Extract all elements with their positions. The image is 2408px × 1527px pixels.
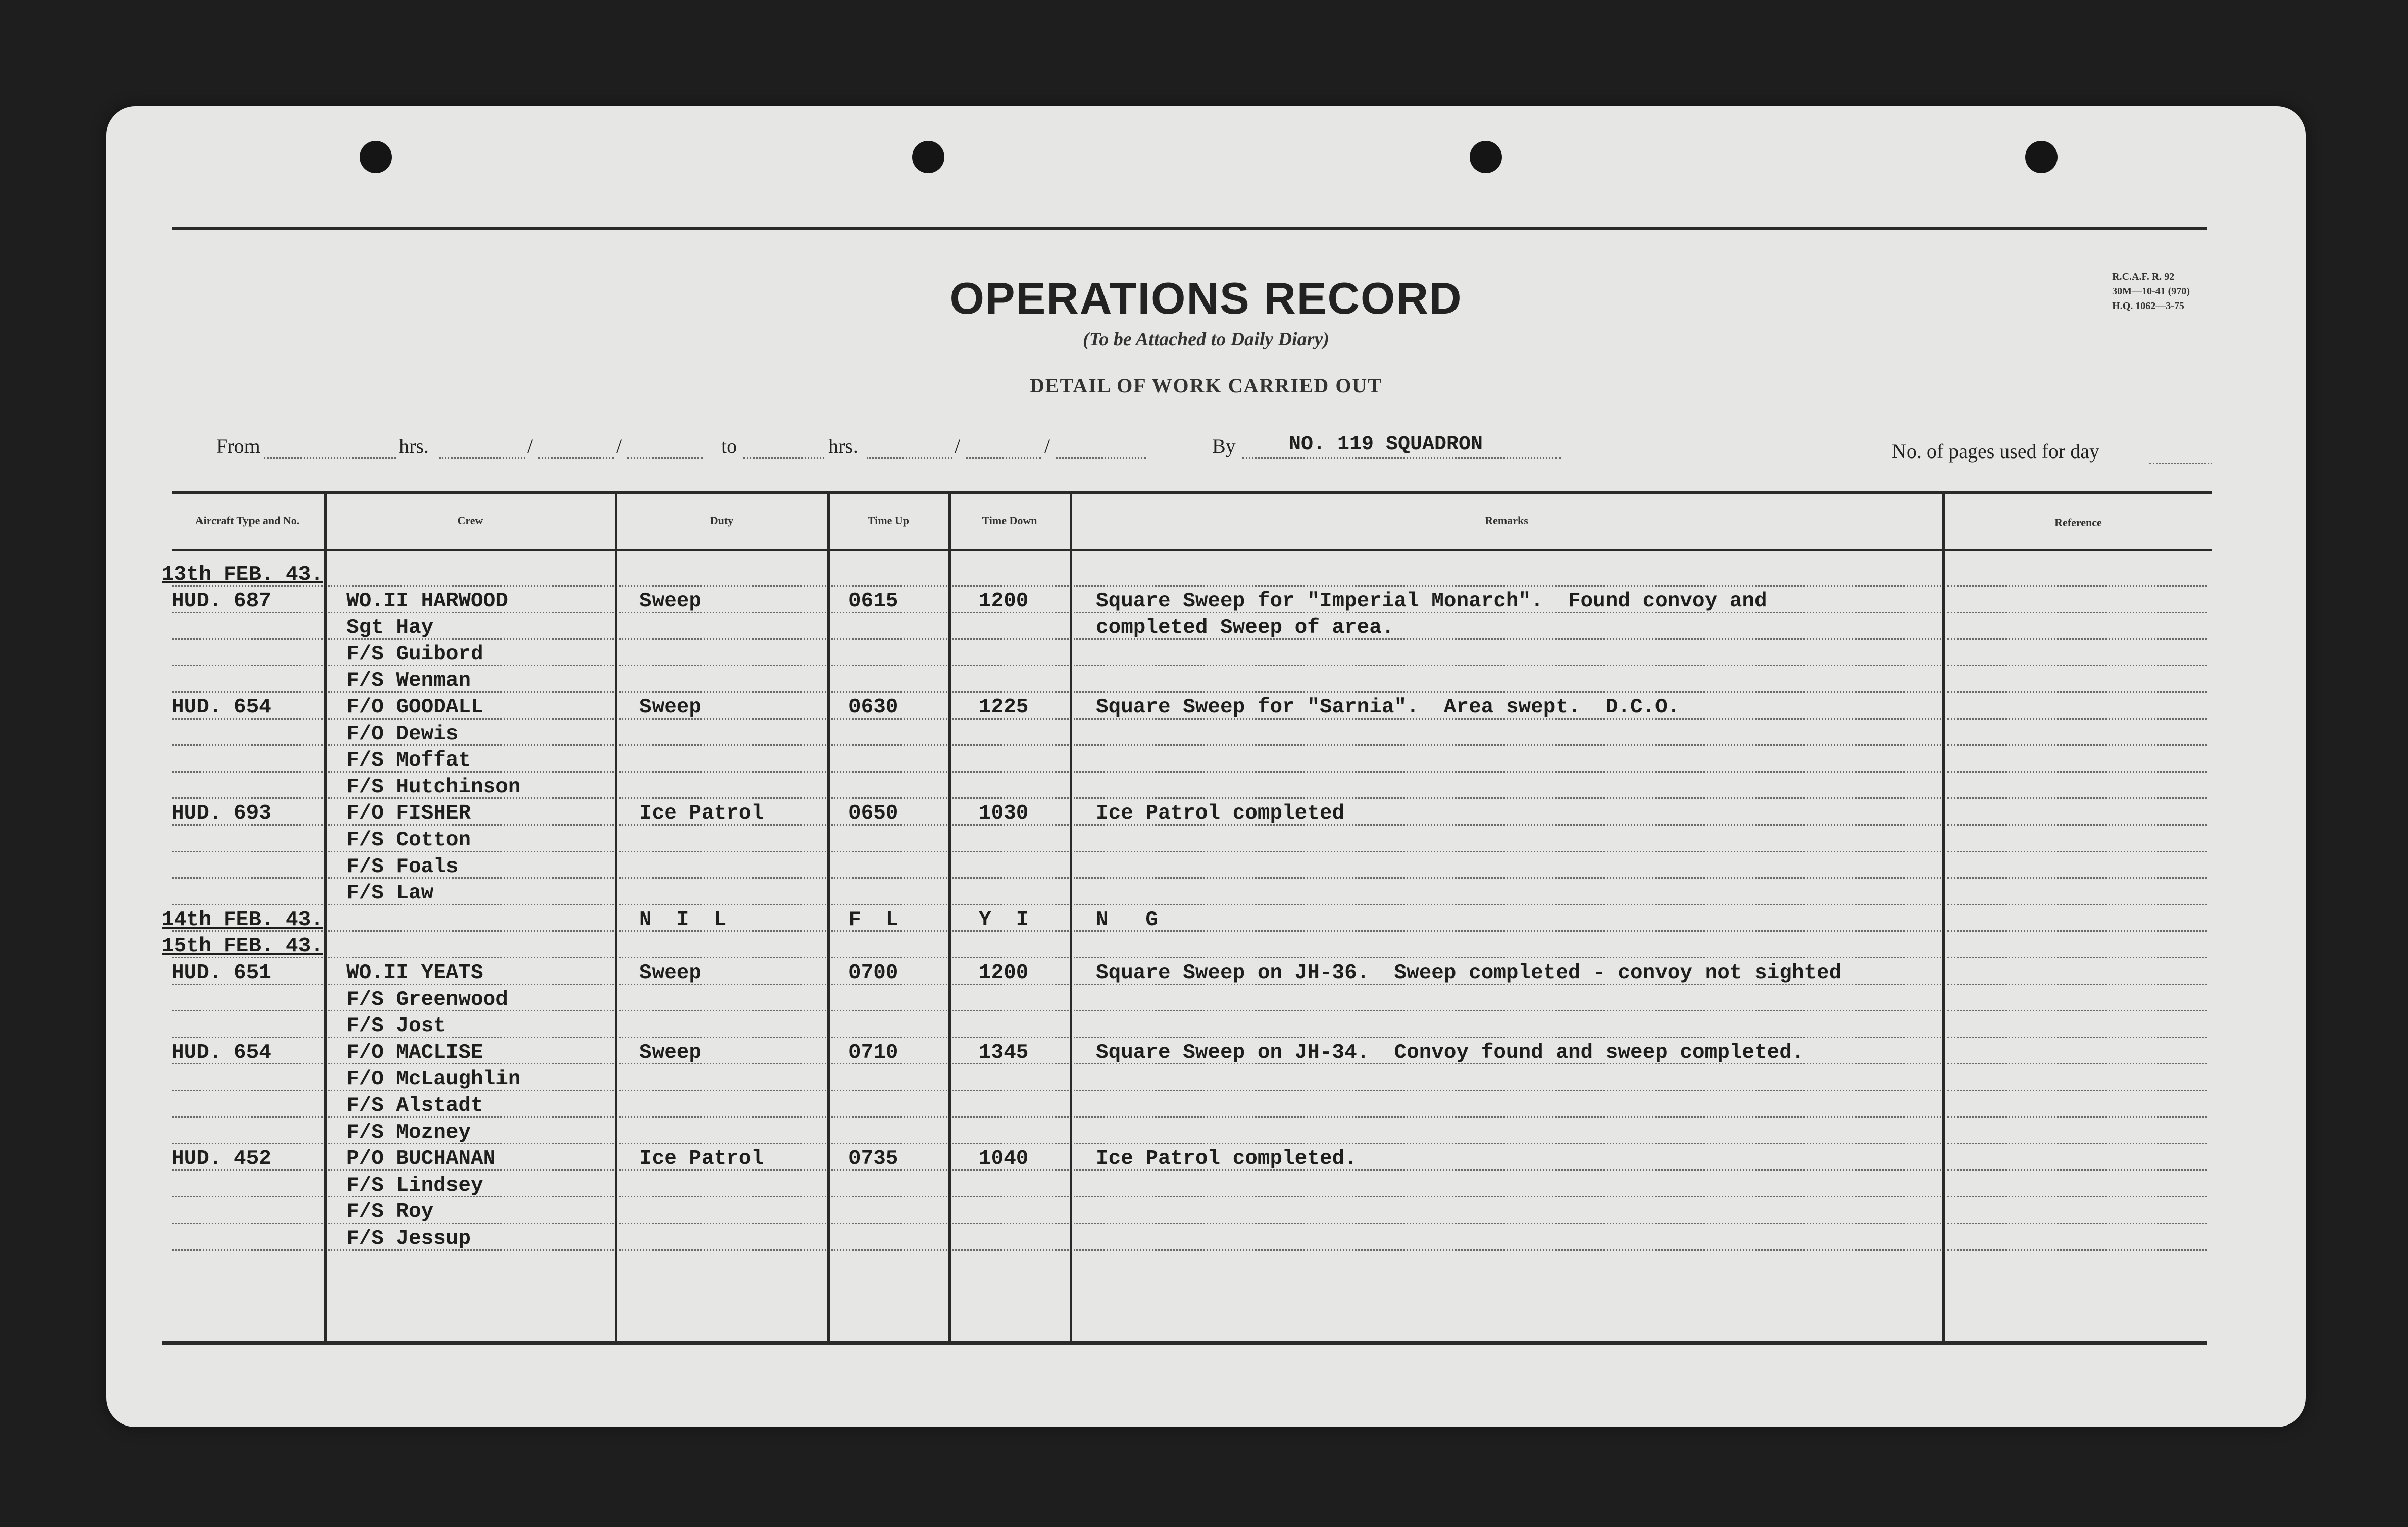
- ruled-line: [1074, 1143, 1941, 1144]
- cell-crew: F/S Cotton: [346, 829, 471, 852]
- cell-aircraft: HUD. 452: [172, 1147, 271, 1171]
- ruled-line: [619, 1010, 826, 1011]
- ruled-line: [1947, 691, 2207, 693]
- ruled-line: [952, 1143, 1069, 1144]
- column-header: Remarks: [1485, 514, 1528, 527]
- cell-duty: Sweep: [639, 961, 702, 985]
- ruled-line: [1947, 718, 2207, 720]
- from-label: From: [216, 435, 260, 457]
- column-header: Reference: [2054, 516, 2102, 529]
- cell-remarks: Ice Patrol completed.: [1096, 1147, 1357, 1171]
- ruled-line: [831, 1143, 947, 1144]
- ruled-line: [831, 957, 947, 958]
- ruled-line: [172, 1116, 323, 1118]
- ruled-line: [1947, 957, 2207, 958]
- page-subtitle: (To be Attached to Daily Diary): [1083, 329, 1329, 350]
- form-number: [2112, 270, 2190, 314]
- ruled-line: [1074, 1010, 1941, 1011]
- ruled-line: [172, 851, 323, 852]
- ruled-line: [328, 957, 614, 958]
- cell-remarks: completed Sweep of area.: [1096, 616, 1394, 640]
- cell-crew: F/S Lindsey: [346, 1174, 483, 1197]
- ruled-line: [172, 691, 323, 693]
- hrs-label: hrs.: [399, 435, 429, 457]
- ruled-line: [172, 771, 323, 773]
- cell-up: 0710: [848, 1041, 898, 1064]
- ruled-line: [1074, 771, 1941, 773]
- form-number-line: 30M—10-41 (970): [2112, 286, 2190, 297]
- cell-crew: P/O BUCHANAN: [346, 1147, 496, 1171]
- punch-hole: [912, 141, 944, 173]
- by-label: By: [1212, 435, 1236, 457]
- cell-up: 0650: [848, 802, 898, 826]
- ruled-line: [1947, 930, 2207, 932]
- column-divider: [1942, 491, 1945, 1343]
- ruled-line: [952, 1249, 1069, 1251]
- page-title: OPERATIONS RECORD: [949, 273, 1463, 323]
- column-divider: [324, 491, 327, 1343]
- cell-crew: F/O GOODALL: [346, 696, 483, 719]
- ruled-line: [1074, 691, 1941, 693]
- ruled-line: [1947, 1169, 2207, 1171]
- ruled-line: [619, 585, 826, 587]
- column-header: Duty: [710, 514, 734, 527]
- ruled-line: [1947, 904, 2207, 905]
- ruled-line: [831, 1090, 947, 1091]
- ruled-line: [172, 904, 323, 905]
- ruled-line: [328, 930, 614, 932]
- ruled-line: [1947, 797, 2207, 799]
- cell-crew: F/O McLaughlin: [346, 1067, 521, 1091]
- ruled-line: [952, 638, 1069, 640]
- cell-aircraft: 13th FEB. 43.: [162, 563, 323, 586]
- to-label: to: [721, 435, 737, 457]
- ruled-line: [831, 797, 947, 799]
- ruled-line: [1947, 824, 2207, 826]
- ruled-line: [831, 585, 947, 587]
- blank-line: [1056, 457, 1146, 459]
- ruled-line: [952, 957, 1069, 958]
- form-number-line: R.C.A.F. R. 92: [2112, 271, 2175, 282]
- cell-crew: F/O FISHER: [346, 802, 471, 826]
- cell-crew: F/S Greenwood: [346, 988, 508, 1011]
- ruled-line: [172, 1037, 323, 1038]
- ruled-line: [831, 691, 947, 693]
- ruled-line: [172, 1143, 323, 1144]
- cell-crew: F/S Jost: [346, 1014, 446, 1038]
- cell-crew: F/S Hutchinson: [346, 775, 521, 799]
- cell-up: 0735: [848, 1147, 898, 1171]
- ruled-line: [619, 1249, 826, 1251]
- slash: /: [955, 435, 961, 457]
- ruled-line: [1074, 877, 1941, 879]
- ruled-line: [1947, 1143, 2207, 1144]
- ruled-line: [831, 1116, 947, 1118]
- ruled-line: [172, 1090, 323, 1091]
- ruled-line: [1074, 1037, 1941, 1038]
- cell-remarks: Square Sweep on JH-34. Convoy found and sweep completed.: [1096, 1041, 1804, 1064]
- slash: /: [527, 435, 533, 457]
- cell-crew: F/S Guibord: [346, 642, 483, 666]
- ruled-line: [1947, 1116, 2207, 1118]
- ruled-line: [831, 877, 947, 879]
- ruled-line: [952, 585, 1069, 587]
- ruled-line: [831, 1223, 947, 1224]
- ruled-line: [1074, 851, 1941, 852]
- cell-remarks: N G: [1096, 908, 1159, 932]
- ruled-line: [1074, 1116, 1941, 1118]
- punch-hole: [360, 141, 392, 173]
- ruled-line: [1074, 797, 1941, 799]
- ruled-line: [1947, 1223, 2207, 1224]
- ruled-line: [952, 1037, 1069, 1038]
- cell-duty: Sweep: [639, 589, 702, 613]
- ruled-line: [1074, 1249, 1941, 1251]
- ruled-line: [952, 904, 1069, 905]
- column-header: Time Down: [982, 514, 1037, 527]
- pages-label: No. of pages used for day: [1892, 440, 2099, 463]
- cell-crew: F/S Foals: [346, 855, 459, 879]
- ruled-line: [952, 797, 1069, 799]
- cell-down: 1040: [979, 1147, 1029, 1171]
- header-rule: [172, 549, 2212, 551]
- ruled-line: [952, 665, 1069, 666]
- ruled-line: [831, 1037, 947, 1038]
- ruled-line: [952, 877, 1069, 879]
- table-bottom-rule: [162, 1341, 2207, 1345]
- ruled-line: [619, 1116, 826, 1118]
- cell-crew: F/S Jessup: [346, 1227, 471, 1250]
- ruled-line: [952, 691, 1069, 693]
- blank-line: [966, 457, 1041, 459]
- column-header: Time Up: [867, 514, 910, 527]
- ruled-line: [172, 877, 323, 879]
- cell-duty: Sweep: [639, 696, 702, 719]
- column-header: Aircraft Type and No.: [195, 514, 300, 527]
- ruled-line: [172, 665, 323, 666]
- ruled-line: [619, 877, 826, 879]
- cell-crew: F/S Moffat: [346, 749, 471, 773]
- ruled-line: [1947, 1090, 2207, 1091]
- slash: /: [616, 435, 622, 457]
- cell-aircraft: HUD. 687: [172, 589, 271, 613]
- cell-duty: Sweep: [639, 1041, 702, 1064]
- ruled-line: [952, 1090, 1069, 1091]
- blank-line: [1242, 457, 1561, 459]
- column-divider: [827, 491, 830, 1343]
- ruled-line: [831, 851, 947, 852]
- ruled-line: [1947, 612, 2207, 613]
- ruled-line: [1074, 957, 1941, 958]
- cell-down: 1345: [979, 1041, 1029, 1064]
- cell-crew: Sgt Hay: [346, 616, 434, 640]
- ruled-line: [619, 638, 826, 640]
- cell-crew: F/S Law: [346, 882, 434, 905]
- cell-down: Y I: [979, 908, 1029, 932]
- ruled-line: [1947, 877, 2207, 879]
- blank-line: [264, 457, 396, 459]
- ruled-line: [831, 665, 947, 666]
- column-divider: [1070, 491, 1072, 1343]
- cell-down: 1225: [979, 696, 1029, 719]
- ruled-line: [1947, 1063, 2207, 1064]
- ruled-line: [1947, 771, 2207, 773]
- ruled-line: [831, 1249, 947, 1251]
- ruled-line: [172, 1196, 323, 1197]
- blank-line: [2149, 463, 2212, 464]
- ruled-line: [952, 1223, 1069, 1224]
- blank-line: [627, 457, 703, 459]
- ruled-line: [1074, 744, 1941, 746]
- column-divider: [948, 491, 951, 1343]
- ruled-line: [619, 797, 826, 799]
- cell-down: 1030: [979, 802, 1029, 826]
- ruled-line: [619, 957, 826, 958]
- ruled-line: [1074, 585, 1941, 587]
- ruled-line: [1947, 851, 2207, 852]
- cell-up: 0615: [848, 589, 898, 613]
- ruled-line: [172, 1249, 323, 1251]
- ruled-line: [952, 771, 1069, 773]
- ruled-line: [172, 744, 323, 746]
- ruled-line: [1947, 1196, 2207, 1197]
- ruled-line: [619, 1196, 826, 1197]
- ruled-line: [619, 744, 826, 746]
- detail-heading: DETAIL OF WORK CARRIED OUT: [1029, 374, 1382, 397]
- blank-line: [538, 457, 614, 459]
- ruled-line: [831, 771, 947, 773]
- ruled-line: [1947, 665, 2207, 666]
- ruled-line: [831, 1196, 947, 1197]
- ruled-line: [952, 1196, 1069, 1197]
- slash: /: [1044, 435, 1050, 457]
- ruled-line: [952, 851, 1069, 852]
- blank-line: [439, 457, 525, 459]
- cell-remarks: Ice Patrol completed: [1096, 802, 1345, 826]
- cell-aircraft: 15th FEB. 43.: [162, 935, 323, 958]
- cell-crew: F/S Wenman: [346, 669, 471, 693]
- ruled-line: [619, 1143, 826, 1144]
- cell-duty: Ice Patrol: [639, 802, 764, 826]
- ruled-line: [1074, 1090, 1941, 1091]
- cell-crew: F/S Mozney: [346, 1121, 471, 1144]
- cell-down: 1200: [979, 589, 1029, 613]
- punch-hole: [2025, 141, 2058, 173]
- cell-aircraft: 14th FEB. 43.: [162, 908, 323, 932]
- cell-up: F L: [848, 908, 898, 932]
- ruled-line: [619, 1090, 826, 1091]
- ruled-line: [952, 1116, 1069, 1118]
- record-card: [106, 106, 2306, 1427]
- ruled-line: [172, 1223, 323, 1224]
- table-top-rule: [172, 491, 2212, 494]
- cell-crew: F/O Dewis: [346, 722, 459, 746]
- ruled-line: [831, 904, 947, 905]
- ruled-line: [1947, 585, 2207, 587]
- cell-remarks: Square Sweep on JH-36. Sweep completed - convoy not sighted: [1096, 961, 1842, 985]
- cell-crew: F/O MACLISE: [346, 1041, 483, 1064]
- ruled-line: [619, 851, 826, 852]
- ruled-line: [619, 691, 826, 693]
- ruled-line: [1947, 1249, 2207, 1251]
- cell-crew: F/S Roy: [346, 1200, 434, 1224]
- ruled-line: [1074, 930, 1941, 932]
- ruled-line: [1074, 1223, 1941, 1224]
- column-header: Crew: [457, 514, 483, 527]
- ruled-line: [831, 744, 947, 746]
- ruled-line: [172, 797, 323, 799]
- ruled-line: [831, 638, 947, 640]
- ruled-line: [619, 771, 826, 773]
- cell-up: 0700: [848, 961, 898, 985]
- cell-aircraft: HUD. 654: [172, 696, 271, 719]
- ruled-line: [619, 904, 826, 905]
- ruled-line: [952, 744, 1069, 746]
- top-rule: [172, 227, 2207, 230]
- ruled-line: [172, 1010, 323, 1011]
- hrs-label: hrs.: [828, 435, 858, 457]
- column-divider: [615, 491, 617, 1343]
- ruled-line: [952, 1010, 1069, 1011]
- ruled-line: [328, 585, 614, 587]
- cell-duty: N I L: [639, 908, 727, 932]
- cell-aircraft: HUD. 654: [172, 1041, 271, 1064]
- blank-line: [743, 457, 824, 459]
- ruled-line: [1947, 984, 2207, 985]
- cell-duty: Ice Patrol: [639, 1147, 764, 1171]
- ruled-line: [831, 1010, 947, 1011]
- cell-aircraft: HUD. 693: [172, 802, 271, 826]
- cell-crew: F/S Alstadt: [346, 1094, 483, 1117]
- ruled-line: [619, 665, 826, 666]
- cell-crew: WO.II YEATS: [346, 961, 483, 985]
- ruled-line: [1947, 1037, 2207, 1038]
- cell-crew: WO.II HARWOOD: [346, 589, 508, 613]
- ruled-line: [172, 638, 323, 640]
- cell-up: 0630: [848, 696, 898, 719]
- punch-hole: [1470, 141, 1502, 173]
- ruled-line: [1947, 744, 2207, 746]
- ruled-line: [1947, 1010, 2207, 1011]
- squadron-value: NO. 119 SQUADRON: [1289, 433, 1483, 456]
- cell-remarks: Square Sweep for "Sarnia". Area swept. D.C.O.: [1096, 696, 1680, 719]
- form-number-line: H.Q. 1062—3-75: [2112, 300, 2184, 312]
- ruled-line: [1947, 638, 2207, 640]
- ruled-line: [619, 1223, 826, 1224]
- ruled-line: [1074, 665, 1941, 666]
- ruled-line: [1074, 1196, 1941, 1197]
- ruled-line: [619, 1037, 826, 1038]
- cell-remarks: Square Sweep for "Imperial Monarch". Found convoy and: [1096, 589, 1767, 613]
- blank-line: [867, 457, 952, 459]
- cell-down: 1200: [979, 961, 1029, 985]
- ruled-line: [1074, 904, 1941, 905]
- cell-aircraft: HUD. 651: [172, 961, 271, 985]
